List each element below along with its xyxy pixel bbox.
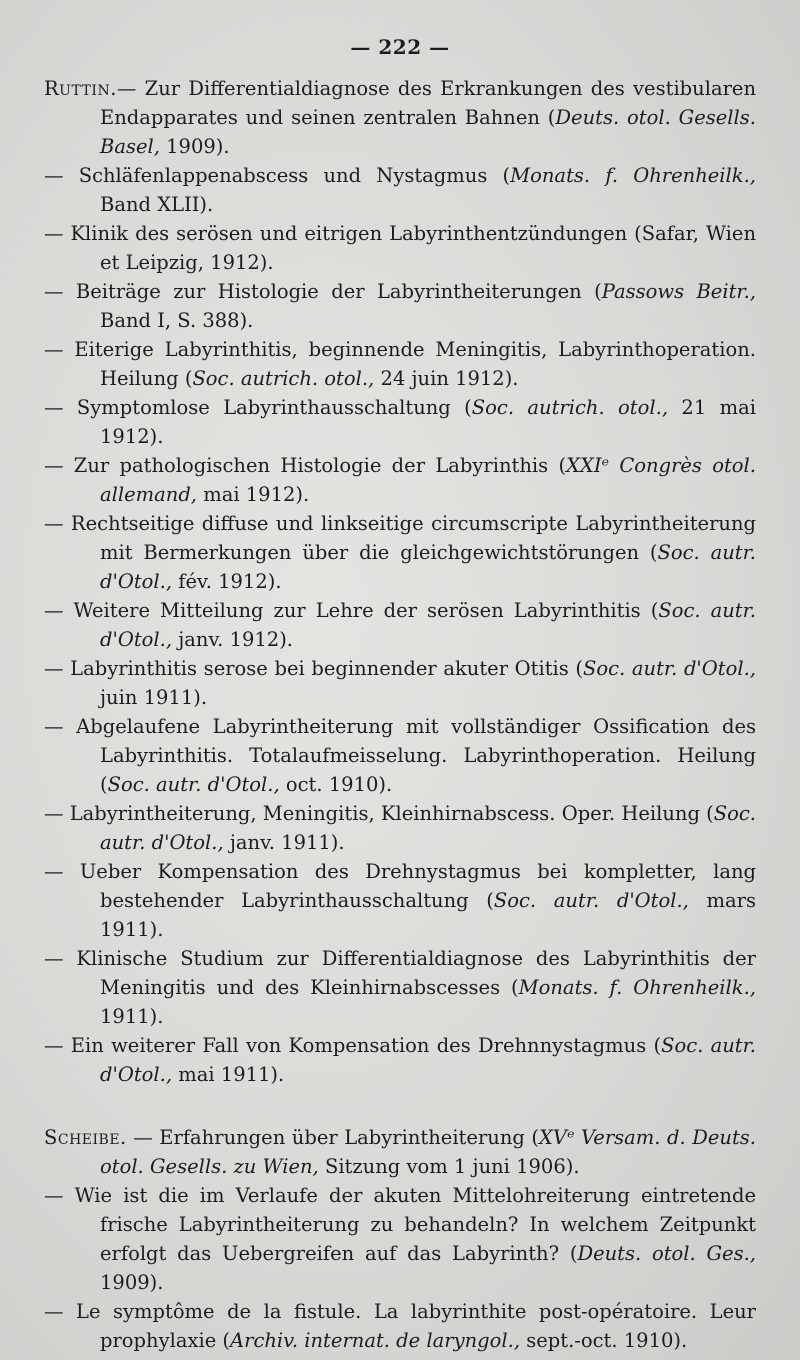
- author-name: Ruttin.: [44, 77, 117, 100]
- journal-reference: Soc. autr. d'Otol.,: [100, 541, 756, 593]
- journal-reference: Soc. autr. d'Otol.,: [107, 773, 280, 796]
- journal-reference: Soc. autrich. otol.,: [471, 396, 669, 419]
- journal-reference: Soc. autr. d'Otol.,: [583, 657, 756, 680]
- journal-reference: Soc. autrich. otol.,: [192, 367, 375, 390]
- bibliography-entry: — Beiträge zur Histologie der Labyrintheiterungen (Passows Beitr., Band I, S. 388).: [44, 280, 756, 332]
- journal-reference: Passows Beitr.,: [601, 280, 756, 303]
- bibliography-entry: — Eiterige Labyrinthitis, beginnende Meningitis, Labyrinthoperation. Heilung (Soc. autrich. otol., 24 juin 1912).: [44, 338, 756, 390]
- bibliography-entry: — Klinische Studium zur Differentialdiagnose des Labyrinthitis der Meningitis und des Kleinhirnabscesses (Monats. f. Ohrenheilk., 1911).: [44, 947, 756, 1028]
- journal-reference: XVᵉ Versam. d. Deuts. otol. Gesells. zu Wien,: [100, 1126, 756, 1178]
- journal-reference: Soc. autr. d'Otol.,: [100, 802, 756, 854]
- bibliography-entry: Scheibe. — Erfahrungen über Labyrintheiterung (XVᵉ Versam. d. Deuts. otol. Gesells. zu Wien, Sitzung vom 1 juni 1906).: [44, 1126, 756, 1178]
- bibliography-entry: — Symptomlose Labyrinthausschaltung (Soc. autrich. otol., 21 mai 1912).: [44, 396, 756, 448]
- bibliography-entry: — Rechtseitige diffuse und linkseitige circumscripte Labyrintheiterung mit Bermerkungen über die gleichgewichtstörungen (Soc. autr. d'Otol., fév. 1912).: [44, 512, 756, 593]
- bibliography-entry: — Labyrintheiterung, Meningitis, Kleinhirnabscess. Oper. Heilung (Soc. autr. d'Otol., janv. 1911).: [44, 802, 756, 854]
- bibliography-entry: — Zur pathologischen Histologie der Labyrinthis (XXIᵉ Congrès otol. allemand, mai 1912).: [44, 454, 756, 506]
- journal-reference: Archiv. internat. de laryngol.,: [230, 1329, 521, 1352]
- journal-reference: Soc. autr. d'Otol.,: [493, 889, 689, 912]
- bibliography-entry: — Wie ist die im Verlaufe der akuten Mittelohreiterung eintretende frische Labyrintheiterung zu behandeln? In welchem Zeitpunkt erfolgt das Uebergreifen auf das Labyrinth? (Deuts. otol. Ges., 1909).: [44, 1184, 757, 1294]
- bibliography-entry: — Klinik des serösen und eitrigen Labyrinthentzündungen (Safar, Wien et Leipzig, 1912).: [44, 222, 756, 274]
- bibliography-entry: — Weitere Mitteilung zur Lehre der serösen Labyrinthitis (Soc. autr. d'Otol., janv. 1912).: [44, 599, 756, 651]
- journal-reference: Soc. autr. d'Otol.,: [100, 599, 756, 651]
- journal-reference: XXIᵉ Congrès otol. allemand,: [100, 454, 756, 506]
- section-scheibe: [44, 1123, 756, 1355]
- bibliography-entry: — Ein weiterer Fall von Kompensation des Drehnnystagmus (Soc. autr. d'Otol., mai 1911).: [44, 1034, 756, 1086]
- bibliography-entry: Ruttin.— Zur Differentialdiagnose des Erkrankungen des vestibularen Endapparates und seinen zentralen Bahnen (Deuts. otol. Gesells. Basel, 1909).: [44, 77, 756, 158]
- journal-reference: Deuts. otol. Gesells. Basel,: [100, 106, 756, 158]
- bibliography-entry: — Schläfenlappenabscess und Nystagmus (Monats. f. Ohrenheilk., Band XLII).: [44, 164, 756, 216]
- author-name: Scheibe.: [44, 1126, 127, 1149]
- bibliography-entry: — Labyrinthitis serose bei beginnender akuter Otitis (Soc. autr. d'Otol., juin 1911).: [44, 657, 756, 709]
- journal-reference: Monats. f. Ohrenheilk.,: [518, 976, 756, 999]
- journal-reference: Monats. f. Ohrenheilk.,: [510, 164, 756, 187]
- bibliography-entry: — Le symptôme de la fistule. La labyrinthite post-opératoire. Leur prophylaxie (Archiv. internat. de laryngol., sept.-oct. 1910).: [44, 1300, 756, 1352]
- section-ruttin: [44, 74, 756, 1089]
- journal-reference: Soc. autr. d'Otol.,: [100, 1034, 756, 1086]
- journal-reference: Deuts. otol. Ges.,: [577, 1242, 757, 1265]
- bibliography-entry: — Ueber Kompensation des Drehnystagmus bei kompletter, lang bestehender Labyrinthausschaltung (Soc. autr. d'Otol., mars 1911).: [44, 860, 756, 941]
- page-number: — 222 —: [350, 35, 450, 59]
- bibliography-entry: — Abgelaufene Labyrintheiterung mit vollständiger Ossification des Labyrinthitis. Totalaufmeisselung. Labyrinthoperation. Heilung (Soc. autr. d'Otol., oct. 1910).: [44, 715, 756, 796]
